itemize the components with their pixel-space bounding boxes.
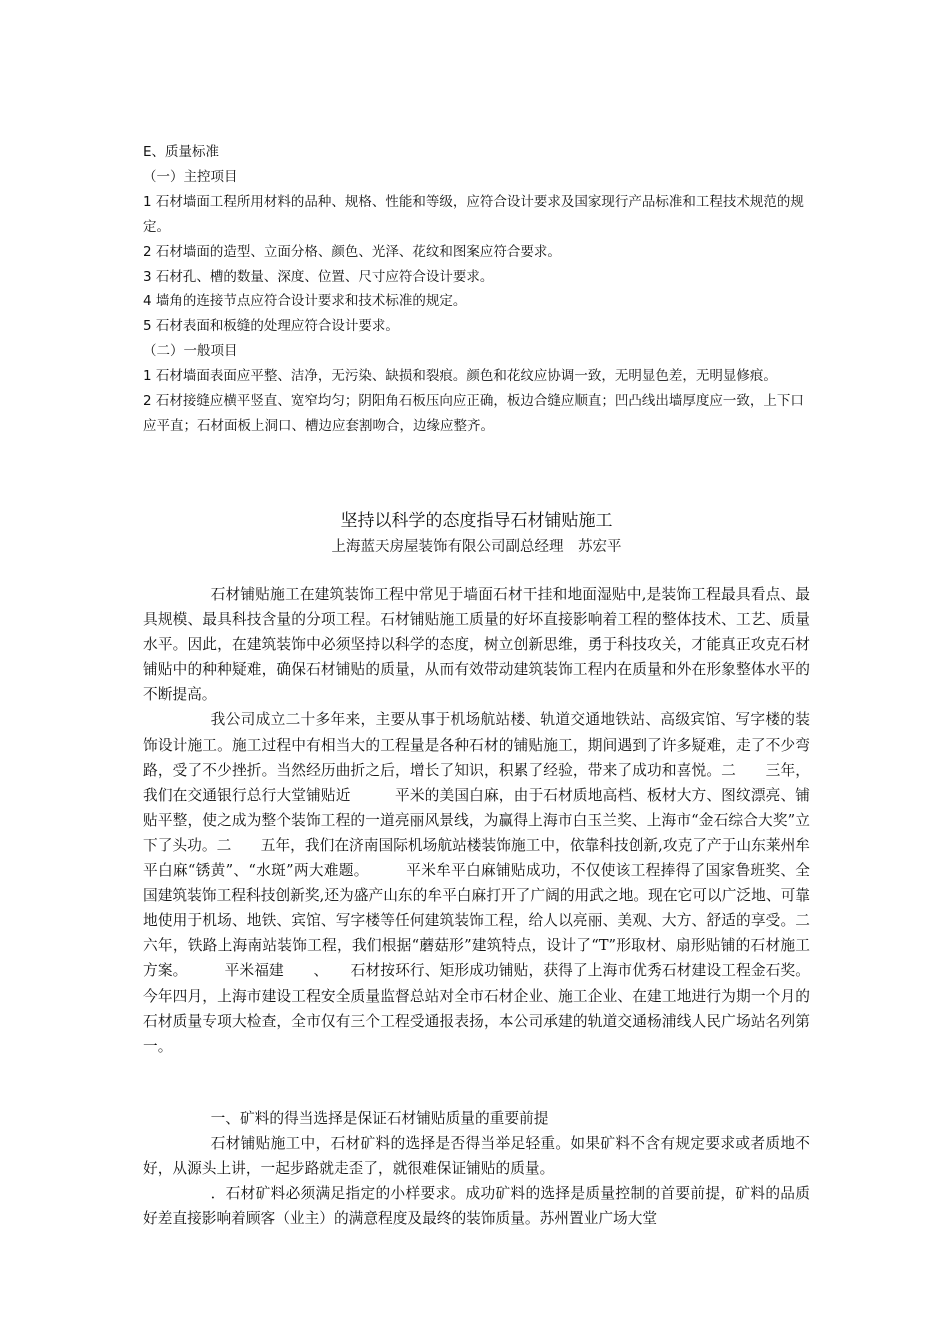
main-item: 3 石材孔、槽的数量、深度、位置、尺寸应符合设计要求。 (143, 268, 494, 285)
general-item: 2 石材接缝应横平竖直、宽窄均匀；阴阳角石板压向应正确，板边合缝应顺直；凹凸线出墙厚度应一致，上下口应平直；石材面板上洞口、槽边应套割吻合，边缘应整齐。 (143, 393, 804, 434)
quality-heading: E、质量标准 (143, 144, 220, 160)
article-title: 坚持以科学的态度指导石材铺贴施工 (340, 511, 613, 531)
general-item: 1 石材墙面表面应平整、洁净，无污染、缺损和裂痕。颜色和花纹应协调一致，无明显色差，无明显修痕。 (143, 368, 777, 385)
section-one (143, 1106, 810, 1231)
main-control-title: （一）主控项目 (143, 168, 238, 185)
main-item: 5 石材表面和板缝的处理应符合设计要求。 (143, 318, 399, 335)
quality-standard-section (143, 140, 810, 439)
body-paragraph: 石材铺贴施工中，石材矿料的选择是否得当举足轻重。如果矿料不含有规定要求或者质地不好，从源头上讲，一起步路就走歪了，就很难保证铺贴的质量。 (143, 1135, 810, 1178)
general-title: （二）一般项目 (143, 343, 238, 360)
section-heading: 一、矿料的得当选择是保证石材铺贴质量的重要前提 (210, 1110, 549, 1127)
article-header (143, 508, 810, 559)
main-item: 2 石材墙面的造型、立面分格、颜色、光泽、花纹和图案应符合要求。 (143, 243, 561, 260)
main-item: 4 墙角的连接节点应符合设计要求和技术标准的规定。 (143, 293, 467, 310)
main-item: 1 石材墙面工程所用材料的品种、规格、性能和等级，应符合设计要求及国家现行产品标准和工程技术规范的规定。 (143, 193, 804, 235)
body-paragraph: 石材铺贴施工在建筑装饰工程中常见于墙面石材干挂和地面湿贴中,是装饰工程最具看点、最具规模、最具科技含量的分项工程。石材铺贴施工质量的好坏直接影响着工程的整体技术、工艺、质量水平。因此，在建筑装饰中必须坚持以科学的态度，树立创新思维，勇于科技攻关，才能真正攻克石材铺贴中的种种疑难，确保石材铺贴的质量，从而有效带动建筑装饰工程内在质量和外在形象整体水平的不断提高。 (143, 586, 810, 704)
article-intro (143, 582, 840, 1059)
body-paragraph: 我公司成立二十多年来，主要从事于机场航站楼、轨道交通地铁站、高级宾馆、写字楼的装饰设计施工。施工过程中有相当大的工程量是各种石材的铺贴施工，期间遇到了许多疑难，走了不少弯路，受了不少挫折。当然经历曲折之后，增长了知识，积累了经验，带来了成功和喜悦。二 三年，我们在交通银行总行大堂铺贴近 平米的美国白麻，由于石材质地高档、板材大方、图纹漂亮、铺贴平整，使之成为整个装饰工程的一道亮丽风景线，为赢得上海市白玉兰奖、上海市“金石综合大奖”立下了头功。二 五年，我们在济南国际机场航站楼装饰施工中，依靠科技创新,攻克了产于山东莱州牟平白麻“锈黄”、“水斑”两大难题。 平米牟平白麻铺贴成功，不仅使该工程捧得了国家鲁班奖、全国建筑装饰工程科技创新奖,还为盛产山东的牟平白麻打开了广阔的用武之地。现在它可以广泛地、可靠地使用于机场、地铁、宾馆、写字楼等任何建筑装饰工程，给人以亮丽、美观、大方、舒适的享受。二 六年，铁路上海南站装饰工程，我们根据“蘑菇形”建筑特点，设计了“T”形取材、扇形贴铺的石材施工方案。 平米福建 、 石材按环行、矩形成功铺贴，获得了上海市优秀石材建设工程金石奖。今年四月，上海市建设工程安全质量监督总站对全市石材企业、施工企业、在建工地进行为期一个月的石材质量专项大检查，全市仅有三个工程受通报表扬，本公司承建的轨道交通杨浦线人民广场站名列第一。 (143, 711, 840, 1055)
body-paragraph: ．石材矿料必须满足指定的小样要求。成功矿料的选择是质量控制的首要前提，矿料的品质好差直接影响着顾客（业主）的满意程度及最终的装饰质量。苏州置业广场大堂 (143, 1185, 810, 1228)
article-author: 上海蓝天房屋装饰有限公司副总经理 苏宏平 (331, 539, 622, 555)
